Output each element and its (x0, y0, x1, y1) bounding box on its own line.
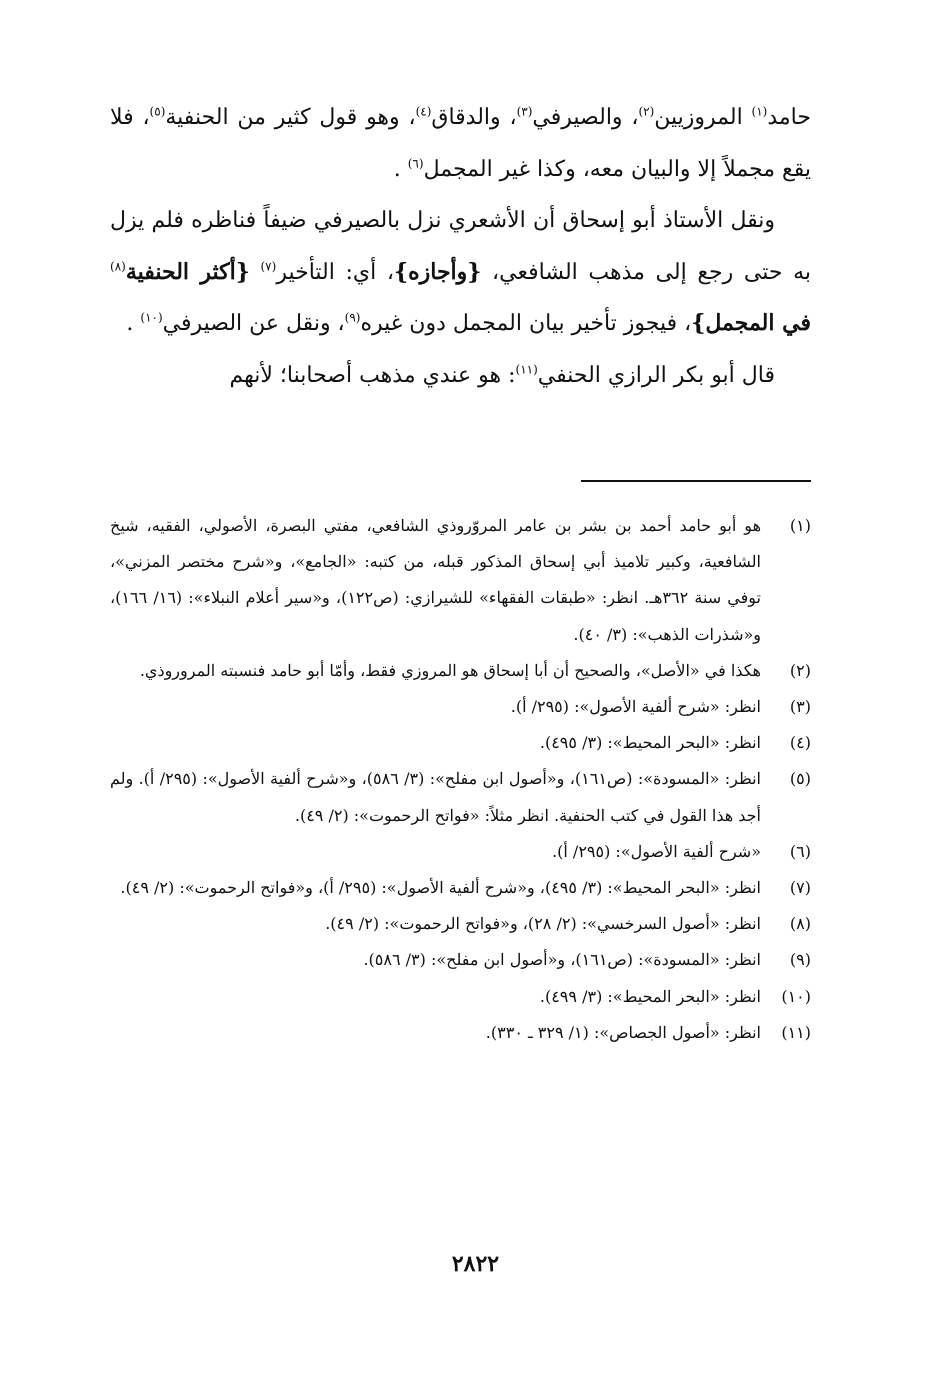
footnote-number: (١) (789, 516, 811, 535)
footnote (110, 1015, 811, 1051)
footnote-number: (١٠) (781, 986, 811, 1006)
footnote-separator (581, 480, 811, 482)
footnote (110, 834, 811, 870)
footnote-number: (٤) (789, 733, 811, 753)
footnote-text: انظر: «أصول السرخسي»: (٢/ ٢٨)، و«فواتح الرحموت»: (٢/ ٤٩). (325, 914, 761, 934)
footnote-marker: (٥) (149, 104, 166, 119)
footnote-marker: (٢) (638, 104, 655, 119)
footnote (110, 979, 811, 1015)
footnote-number: (٨) (789, 914, 811, 934)
footnote-text: انظر: «البحر المحيط»: (٣/ ٤٩٥)، و«شرح ألفية الأصول»: (٢٩٥/ أ)، و«فواتح الرحموت»: (٢/ ٤٩). (120, 878, 761, 898)
footnote-marker: (١١) (515, 362, 538, 377)
paragraph-1: حامد$^{(١)}$ المروزيين$^{(٢)}$، والصيرفي$^{(٣)}$، والدقاق$^{(٤)}$، وهو قول كثير من الحنفية$^{(٥)}$، فلا يقع مجملاً إلا والبيان معه، وكذا غير المجمل$^{(٦)}$ . (110, 104, 811, 182)
footnote-number: (٩) (789, 950, 811, 970)
footnote-number: (٦) (789, 841, 811, 861)
footnote (110, 942, 811, 978)
footnote-text: هكذا في «الأصل»، والصحيح أن أبا إسحاق هو المروزي فقط، وأمّا أبو حامد فنسبته المروروذي. (139, 660, 761, 680)
footnote-marker: (٤) (415, 104, 432, 119)
footnote-marker: (١٠) (140, 310, 163, 325)
footnote-marker: (٦) (407, 156, 424, 171)
footnote-marker: (١) (751, 104, 768, 119)
footnote (110, 870, 811, 906)
paragraph-2: ونقل الأستاذ أبو إسحاق أن الأشعري نزل بالصيرفي ضيفاً فناظره فلم يزل به حتى رجع إلى مذهب الشافعي، {وأجازه}، أي: التأخير$^{(٧)}$ {أكثر الحنفية$^{(٨)}$ في المجمل}، فيجوز تأخير بيان المجمل دون غيره$^{(٩)}$، ونقل عن الصيرفي$^{(١٠)}$ . (110, 208, 811, 336)
bold-text: في المجمل} (691, 310, 811, 336)
footnote-text: انظر: «البحر المحيط»: (٣/ ٤٩٥). (539, 733, 761, 753)
bold-text: {أكثر الحنفية (125, 258, 250, 285)
footnotes (110, 508, 811, 1051)
footnote-marker: (٧) (260, 259, 277, 274)
paragraph-3: قال أبو بكر الرازي الحنفي$^{(١١)}$: هو عندي مذهب أصحابنا؛ لأنهم (229, 362, 775, 388)
footnote (110, 906, 811, 942)
footnote-number: (٢) (789, 660, 811, 680)
footnote-text: انظر: «المسودة»: (ص١٦١)، و«أصول ابن مفلح»: (٣/ ٥٨٦). (363, 950, 761, 970)
footnote-marker: (٨) (110, 259, 126, 274)
footnote-number: (٥) (789, 769, 811, 789)
footnote-marker: (٩) (344, 310, 361, 325)
footnote (110, 653, 811, 689)
footnote-text: «شرح ألفية الأصول»: (٢٩٥/ أ). (552, 841, 761, 861)
bold-text: {وأجازه} (393, 258, 482, 285)
footnote-marker: (٣) (516, 104, 533, 119)
footnote-text: انظر: «شرح ألفية الأصول»: (٢٩٥/ أ). (510, 697, 761, 717)
footnote (110, 761, 811, 833)
footnote-text: انظر: «البحر المحيط»: (٣/ ٤٩٩). (539, 986, 761, 1006)
footnote-number: (٣) (789, 697, 811, 717)
footnote-number: (٧) (789, 878, 811, 898)
footnote-text: انظر: «المسودة»: (ص١٦١)، و«أصول ابن مفلح»: (٣/ ٥٨٦)، و«شرح ألفية الأصول»: (٢٩٥/ أ). ولم أجد هذا القول في كتب الحنفية. انظر مثلاً: «فواتح الرحموت»: (٢/ ٤٩). (110, 769, 761, 825)
footnote (110, 508, 811, 653)
footnote-text: هو أبو حامد أحمد بن بشر بن عامر المروّروذي الشافعي، مفتي البصرة، الأصولي، الفقيه، شيخ الشافعية، وكبير تلاميذ أبي إسحاق المذكور قبله، من كتبه: «الجامع»، و«شرح مختصر المزني»، توفي سنة ٣٦٢هـ. انظر: «طبقات الفقهاء» للشيرازي: (ص١٢٢)، و«سير أعلام النبلاء»: (١٦/ ١٦٦)، و«شذرات الذهب»: (٣/ ٤٠). (110, 516, 762, 644)
footnote (110, 725, 811, 761)
footnote-text: انظر: «أصول الجصاص»: (١/ ٣٢٩ ـ ٣٣٠). (485, 1022, 761, 1042)
footnote (110, 689, 811, 725)
page-number: ٢٨٢٢ (451, 1251, 500, 1277)
footnote-number: (١١) (781, 1022, 811, 1042)
main-text (110, 92, 811, 401)
